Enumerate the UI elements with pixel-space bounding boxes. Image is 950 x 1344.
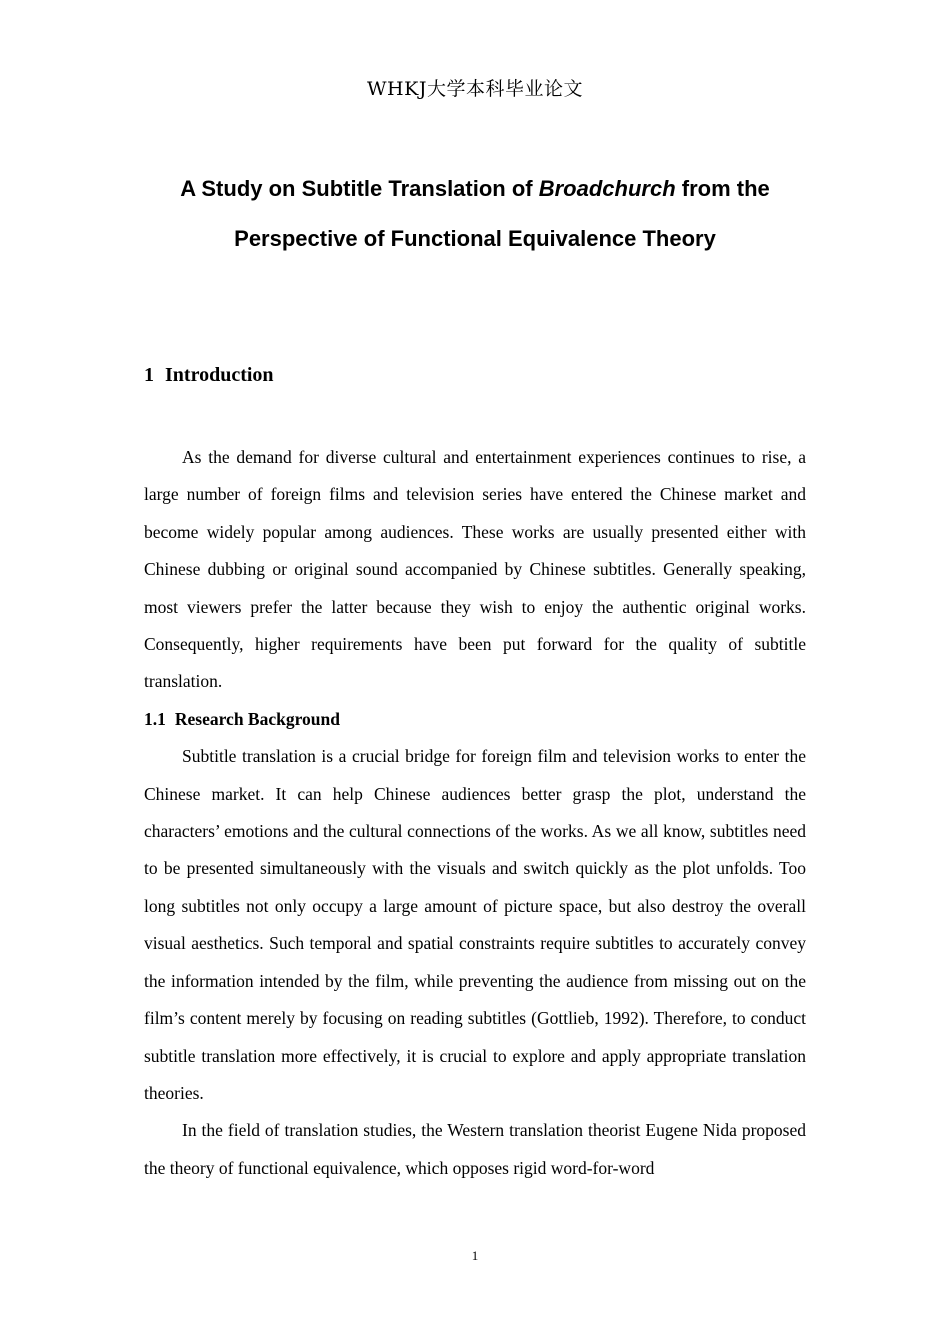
thesis-title-line-1 (100, 176, 850, 202)
subsection-heading-research-background (144, 701, 806, 738)
subsection-title: Research Background (174, 708, 341, 729)
title-suffix: from the (675, 176, 770, 201)
section-number: 1 (144, 364, 154, 386)
paragraph-intro: As the demand for diverse cultural and entertainment experiences continues to rise, a large number of foreign films and television series have entered the Chinese market and become widely popular among audiences. These works are usually presented either with Chinese dubbing or original sound accompanied by Chinese subtitles. Generally speaking, most viewers prefer the latter because they wish to enjoy the authentic original works. Consequently, higher requirements have been put forward for the quality of subtitle translation. (144, 447, 806, 692)
paragraph-background: Subtitle translation is a crucial bridge for foreign film and television works to enter the Chinese market. It can help Chinese audiences better grasp the plot, understand the characters’ emotions and the cultural connections of the works. As we all know, subtitles need to be presented simultaneously with the visuals and switch quickly as the plot unfolds. Too long subtitles not only occupy a large amount of picture space, but also destroy the overall visual aesthetics. Such temporal and spatial constraints require subtitles to accurately convey the information intended by the film, while preventing the audience from missing out on the film’s content merely by focusing on reading subtitles (Gottlieb, 1992). Therefore, to conduct subtitle translation more effectively, it is crucial to explore and apply appropriate translation theories. (144, 746, 806, 1103)
subsection-number: 1.1 (144, 708, 166, 729)
section-title: Introduction (165, 364, 274, 386)
section-heading-introduction (144, 364, 274, 387)
paragraph-nida: In the field of translation studies, the Western translation theorist Eugene Nida proposed the theory of functional equivalence, which opposes rigid word-for-word (144, 1120, 806, 1178)
title-prefix: A Study on Subtitle Translation of (180, 176, 539, 201)
page-number: 1 (471, 1248, 479, 1263)
running-header: WHKJ大学本科毕业论文 (367, 78, 583, 100)
thesis-title-line-2: Perspective of Functional Equivalence Theory (234, 226, 716, 251)
body-text (144, 439, 806, 1187)
title-italic-work: Broadchurch (538, 176, 676, 201)
